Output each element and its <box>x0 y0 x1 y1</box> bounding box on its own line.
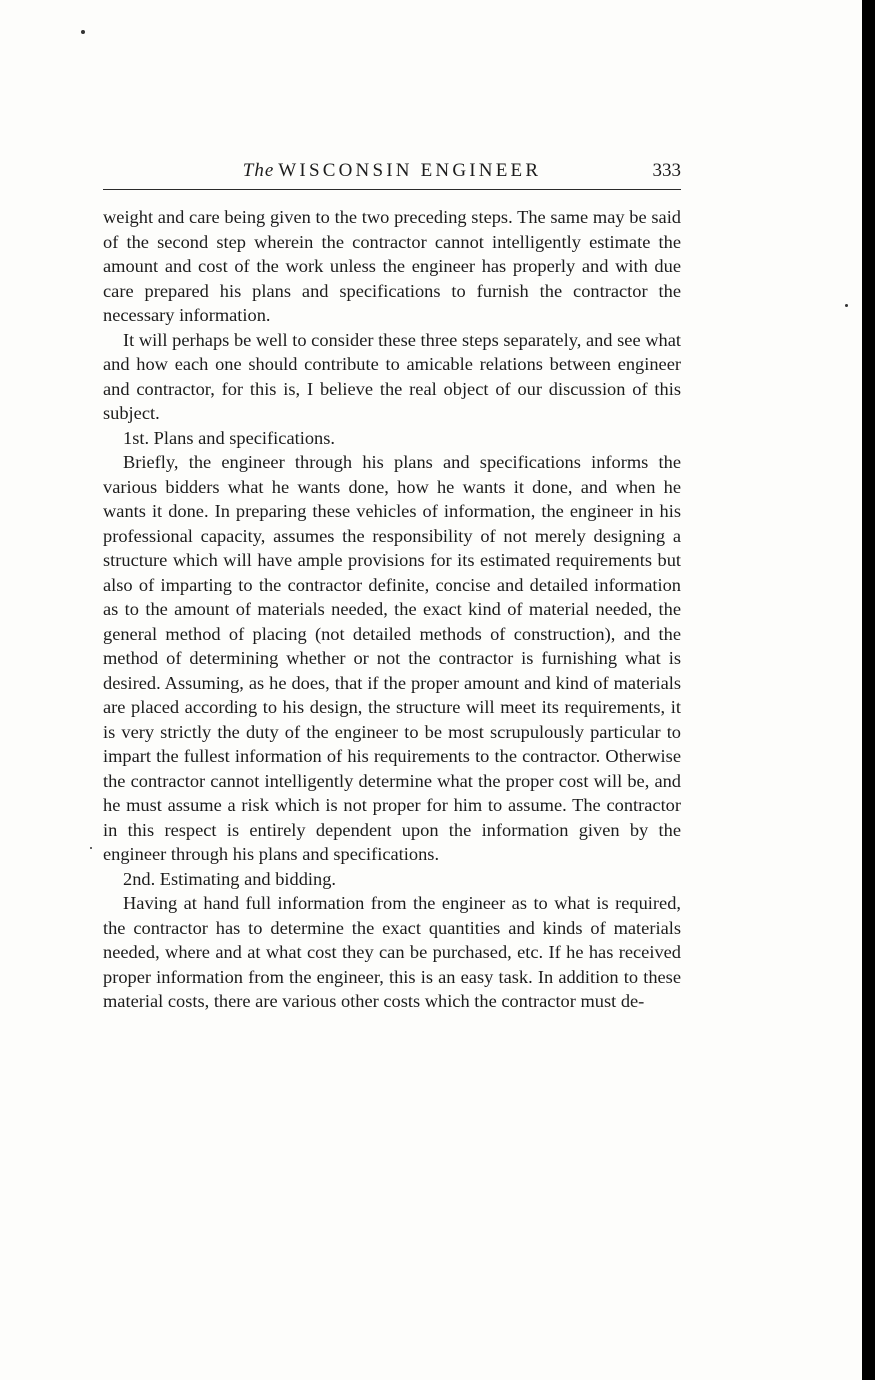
journal-title <box>103 156 681 186</box>
header-rule <box>103 189 681 190</box>
running-head <box>103 156 681 186</box>
paragraph-continued: weight and care being given to the two preceding steps. The same may be said of the second step wherein the contractor cannot intelligently estimate the amount and cost of the work unless the engineer has properly and with due care prepared his plans and specifications to furnish the contractor the necessary information. <box>103 207 681 325</box>
paragraph: It will perhaps be well to consider these three steps separately, and see what and how each one should contribute to amicable relations between engineer and contractor, for this is, I believe the real object of our discussion of this subject. <box>103 329 681 423</box>
scan-speck <box>90 847 92 849</box>
paragraph: Briefly, the engineer through his plans and specifications informs the various bidders what he wants done, how he wants it done, and when he wants it done. In preparing these vehicles of information, the engineer in his professional capacity, assumes the responsibility of not merely designing a structure which will have ample provisions for its estimated requirements but also of imparting to the contractor definite, concise and detailed information as to the amount of materials needed, the exact kind of material needed, the general method of placing (not detailed methods of construction), and the method of determining whether or not the contractor is furnishing what is desired. Assuming, as he does, that if the proper amount and kind of materials are placed according to his design, the structure will meet its requirements, it is very strictly the duty of the engineer to be most scrupulously particular to impart the fullest information of his requirements to the contractor. Otherwise the contractor cannot intelligently determine what the proper cost will be, and he must assume a risk which is not proper for him to assume. The contractor in this respect is entirely dependent upon the information given by the engineer through his plans and specifications. <box>103 452 681 864</box>
journal-title-name: WISCONSIN ENGINEER <box>278 160 542 181</box>
section-heading-plans: 1st. Plans and specifications. <box>123 427 335 448</box>
journal-title-article: The <box>242 160 275 181</box>
scan-speck <box>845 304 848 307</box>
section-heading-estimating: 2nd. Estimating and bidding. <box>123 868 337 889</box>
scan-speck <box>81 30 85 34</box>
page-number: 333 <box>652 160 681 181</box>
paragraph: Having at hand full information from the engineer as to what is required, the contractor has to determine the exact quantities and kinds of materials needed, where and at what cost they can be purchased, etc. If he has received proper information from the engineer, this is an easy task. In addition to these material costs, there are various other costs which the contractor must de- <box>103 893 681 1011</box>
body-text <box>103 205 681 1014</box>
